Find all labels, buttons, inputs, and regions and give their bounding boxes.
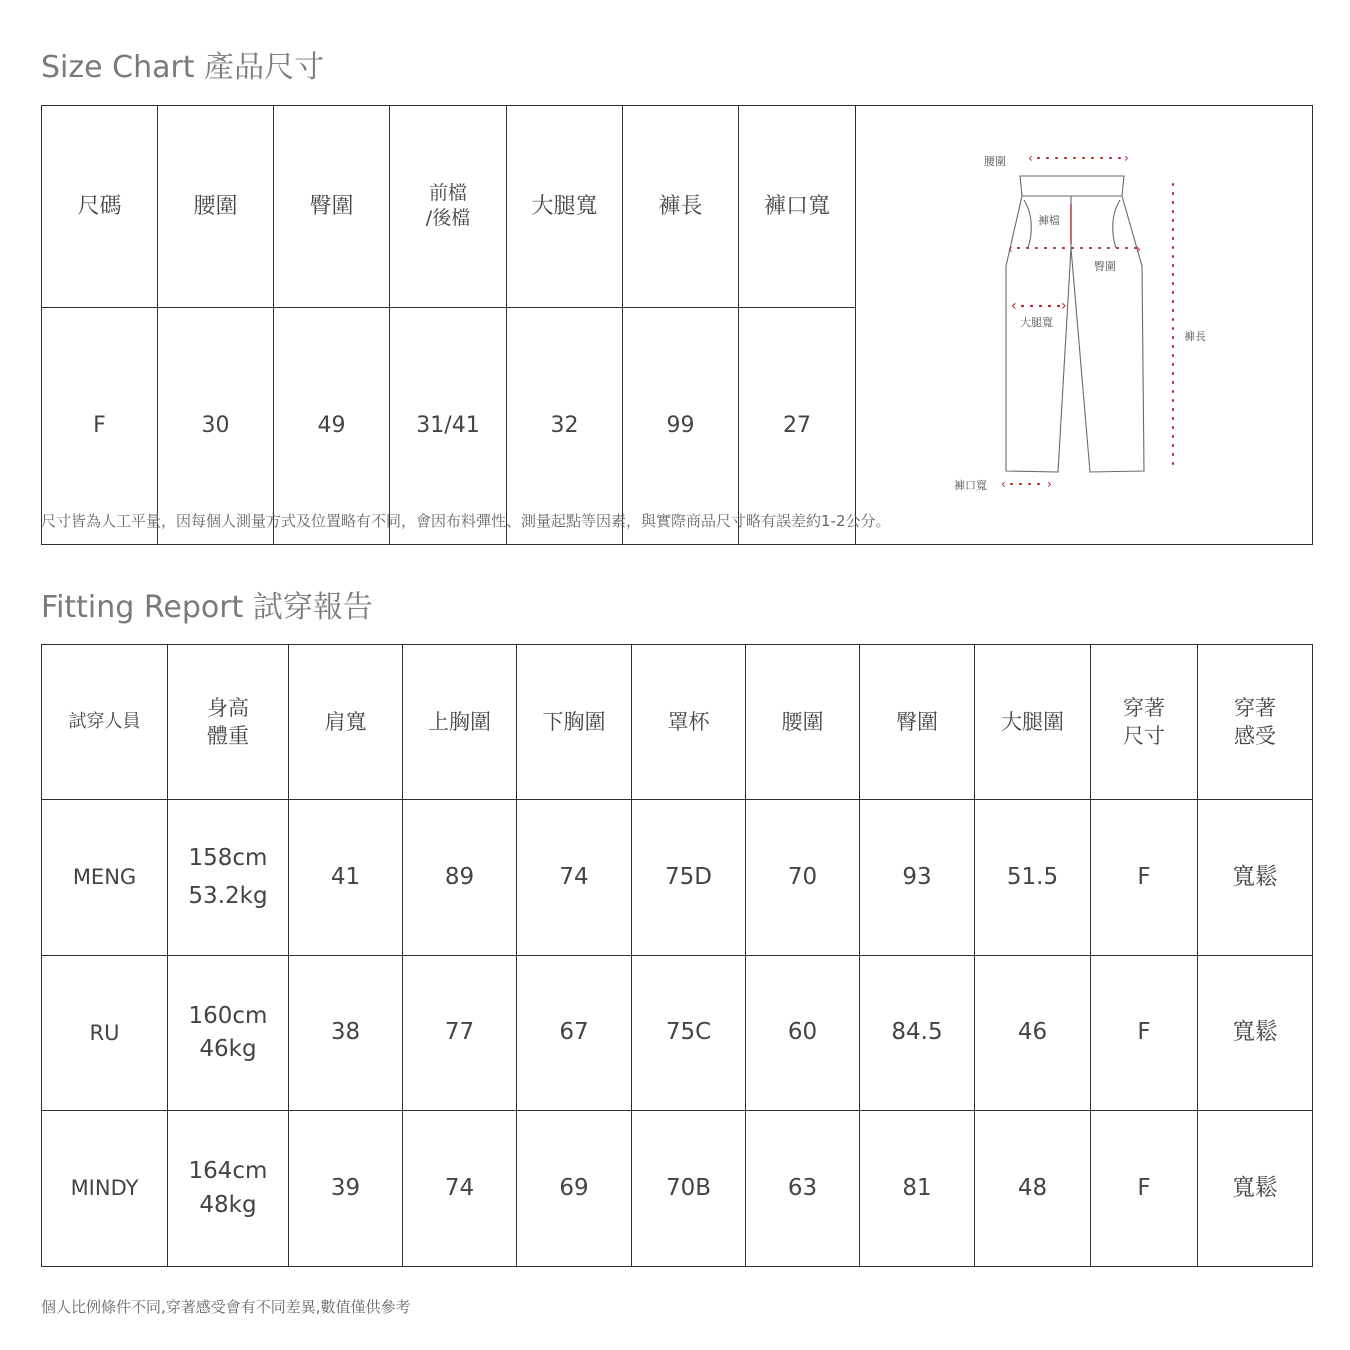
waist-arrow: [1028, 151, 1129, 165]
fit-header-cup: 罩杯: [632, 645, 746, 800]
size-cell-waist: 30: [158, 307, 274, 545]
diagram-label-waist: 腰圍: [984, 154, 1006, 168]
tester-name: RU: [42, 956, 168, 1111]
fit-header-shoulder: 肩寬: [289, 645, 403, 800]
hip-value: 93: [860, 800, 975, 956]
tester-name: MINDY: [42, 1111, 168, 1267]
waist-value: 60: [746, 956, 860, 1111]
thigh-value: 51.5: [975, 800, 1091, 956]
fit-header-tester: 試穿人員: [42, 645, 168, 800]
svg-text:‹: ‹: [1001, 476, 1006, 491]
height-weight: 160cm 46kg: [168, 956, 289, 1111]
fitting-report-note: 個人比例條件不同,穿著感受會有不同差異,數值僅供參考: [41, 1298, 411, 1316]
thigh-value: 48: [975, 1111, 1091, 1267]
size-header-length: 褲長: [623, 106, 739, 308]
size-header-waist: 腰圍: [158, 106, 274, 308]
fit-header-worn-size: 穿著 尺寸: [1091, 645, 1198, 800]
diagram-label-length: 褲長: [1184, 329, 1206, 343]
table-row: [42, 800, 1313, 956]
svg-text:›: ›: [1047, 476, 1052, 491]
svg-text:›: ›: [1061, 297, 1067, 314]
fit-feel-value: 寬鬆: [1198, 1111, 1313, 1267]
size-header-thigh: 大腿寬: [507, 106, 623, 308]
cup-value: 75C: [632, 956, 746, 1111]
fit-header-hip: 臀圍: [860, 645, 975, 800]
upper-bust-value: 77: [403, 956, 517, 1111]
fit-header-under-bust: 下胸圍: [517, 645, 632, 800]
shoulder-value: 39: [289, 1111, 403, 1267]
size-cell-rise: 31/41: [390, 307, 507, 545]
size-chart-note: 尺寸皆為人工平量，因每個人測量方式及位置略有不同，會因布料彈性、測量起點等因素，與實際商品尺寸略有誤差約1-2公分。: [41, 512, 891, 530]
fit-feel-value: 寬鬆: [1198, 956, 1313, 1111]
worn-size-value: F: [1091, 1111, 1198, 1267]
worn-size-value: F: [1091, 956, 1198, 1111]
fit-header-height-weight: 身高 體重: [168, 645, 289, 800]
shoulder-value: 38: [289, 956, 403, 1111]
hip-value: 84.5: [860, 956, 975, 1111]
size-header-hip: 臀圍: [274, 106, 390, 308]
shoulder-value: 41: [289, 800, 403, 956]
hip-value: 81: [860, 1111, 975, 1267]
waist-value: 63: [746, 1111, 860, 1267]
cup-value: 75D: [632, 800, 746, 956]
size-cell-hem: 27: [739, 307, 856, 545]
hem-arrow: [1001, 477, 1052, 491]
cup-value: 70B: [632, 1111, 746, 1267]
size-header-rise: 前檔 /後檔: [390, 106, 507, 308]
size-chart-table: [41, 105, 1313, 545]
size-cell-hip: 49: [274, 307, 390, 545]
size-cell-thigh: 32: [507, 307, 623, 545]
fit-header-upper-bust: 上胸圍: [403, 645, 517, 800]
diagram-label-hem: 褲口寬: [954, 478, 987, 492]
thigh-arrow: [1011, 298, 1067, 314]
under-bust-value: 67: [517, 956, 632, 1111]
size-cell-size: F: [42, 307, 158, 545]
svg-text:‹: ‹: [1011, 297, 1017, 314]
under-bust-value: 69: [517, 1111, 632, 1267]
height-weight: 164cm 48kg: [168, 1111, 289, 1267]
fit-header-waist: 腰圍: [746, 645, 860, 800]
pants-measurement-diagram: [856, 136, 1311, 515]
diagram-label-thigh: 大腿寬: [1020, 315, 1053, 329]
upper-bust-value: 74: [403, 1111, 517, 1267]
table-row: [42, 1111, 1313, 1267]
diagram-label-hip: 臀圍: [1094, 259, 1116, 273]
fitting-report-table: [41, 644, 1313, 1267]
svg-text:‹: ‹: [1008, 241, 1013, 256]
size-cell-length: 99: [623, 307, 739, 545]
height-weight: 158cm 53.2kg: [168, 800, 289, 956]
thigh-value: 46: [975, 956, 1091, 1111]
fit-header-fit-feel: 穿著 感受: [1198, 645, 1313, 800]
size-chart-title: Size Chart 產品尺寸: [41, 50, 325, 85]
upper-bust-value: 89: [403, 800, 517, 956]
table-row: [42, 956, 1313, 1111]
fitting-report-title: Fitting Report 試穿報告: [41, 590, 373, 625]
svg-text:›: ›: [1136, 241, 1141, 256]
diagram-label-crotch: 褲檔: [1038, 213, 1060, 227]
hip-arrow: [1008, 242, 1141, 256]
svg-text:›: ›: [1124, 150, 1129, 165]
size-header-hem: 褲口寬: [739, 106, 856, 308]
fit-header-thigh: 大腿圍: [975, 645, 1091, 800]
worn-size-value: F: [1091, 800, 1198, 956]
under-bust-value: 74: [517, 800, 632, 956]
pants-diagram-cell: [856, 106, 1313, 545]
tester-name: MENG: [42, 800, 168, 956]
fit-feel-value: 寬鬆: [1198, 800, 1313, 956]
svg-text:‹: ‹: [1028, 150, 1033, 165]
waist-value: 70: [746, 800, 860, 956]
size-header-size: 尺碼: [42, 106, 158, 308]
